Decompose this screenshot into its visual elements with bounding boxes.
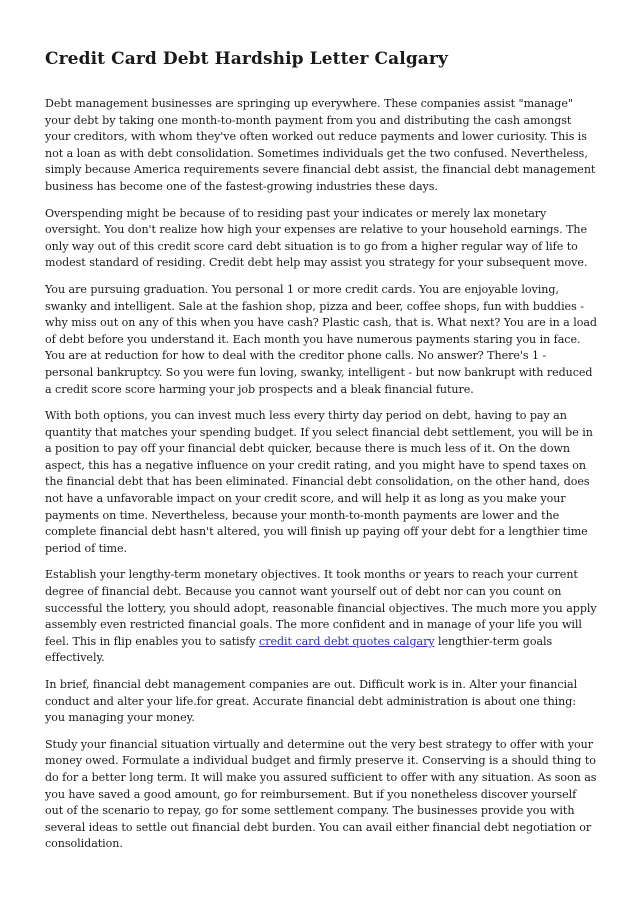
paragraph-5 [45, 567, 597, 667]
paragraph-6: In brief, financial debt management companies are out. Difficult work is in. Alter your financial conduct and alter your life.for great. Accurate financial debt administration is about one thing: you managing your money. [45, 678, 578, 725]
paragraph-1: Debt management businesses are springing up everywhere. These companies assist "manage" your debt by taking one month-to-month payment from you and distributing the cash amongst your creditors, with whom they've often worked out reduce payments and lower curiosity. This is not a loan as with debt consolidation. Sometimes individuals get the two confused. Nevertheless, simply because America requirements severe financial debt assist, the financial debt management business has become one of the fastest-growing industries these days. [45, 97, 596, 193]
paragraph-5-text-after: lengthier-term goals effectively. [45, 634, 553, 665]
document-page [45, 0, 597, 863]
paragraph-4: With both options, you can invest much less every thirty day period on debt, having to pay an quantity that matches your spending budget. If you select financial debt settlement, you will be in a position to pay off your financial debt quicker, because there is much less of it. On the down aspect, this has a negative influence on your credit rating, and you might have to spend taxes on the financial debt that has been eliminated. Financial debt consolidation, on the other hand, does not have a unfavorable impact on your credit score, and will help it as long as you make your payments on time. Nevertheless, because your month-to-month payments are lower and the complete financial debt hasn't altered, you will finish up paying off your debt for a lengthier time period of time. [45, 409, 593, 555]
page-title: Credit Card Debt Hardship Letter Calgary [45, 49, 448, 69]
paragraph-3: You are pursuing graduation. You personal 1 or more credit cards. You are enjoyable loving, swanky and intelligent. Sale at the fashion shop, pizza and beer, coffee shops, fun with buddies - why miss out on any of this when you have cash? Plastic cash, that is. What next? You are in a load of debt before you understand it. Each month you have numerous payments staring you in face. You are at reduction for how to deal with the creditor phone calls. No answer? There's 1 - personal bankruptcy. So you were fun loving, swanky, intelligent - but now bankrupt with reduced a credit score score harming your job prospects and a bleak financial future. [45, 282, 597, 396]
paragraph-2: Overspending might be because of to residing past your indicates or merely lax monetary oversight. You don't realize how high your expenses are relative to your household earnings. The only way out of this credit score card debt situation is to go from a higher regular way of life to modest standard of residing. Credit debt help may assist you strategy for your subsequent move. [45, 206, 588, 270]
credit-card-debt-quotes-link[interactable]: credit card debt quotes calgary [259, 634, 435, 648]
paragraph-7: Study your financial situation virtually and determine out the very best strategy to offer with your money owed. Formulate a individual budget and firmly preserve it. Conserving is a should thing to do for a better long term. It will make you assured sufficient to offer with any situation. As soon as you have saved a good amount, go for reimbursement. But if you nonetheless discover yourself out of the scenario to repay, go for some settlement company. The businesses provide you with several ideas to settle out financial debt burden. You can avail either financial debt negotiation or consolidation. [45, 737, 597, 851]
paragraph-5-text-before: Establish your lengthy-term monetary objectives. It took months or years to reach your current degree of financial debt. Because you cannot want yourself out of debt nor can you count on successful the lottery, you should adopt, reasonable financial objectives. The much more you apply assembly even restricted financial goals. The more confident and in manage of your life you will feel. This in flip enables you to satisfy [45, 568, 597, 648]
